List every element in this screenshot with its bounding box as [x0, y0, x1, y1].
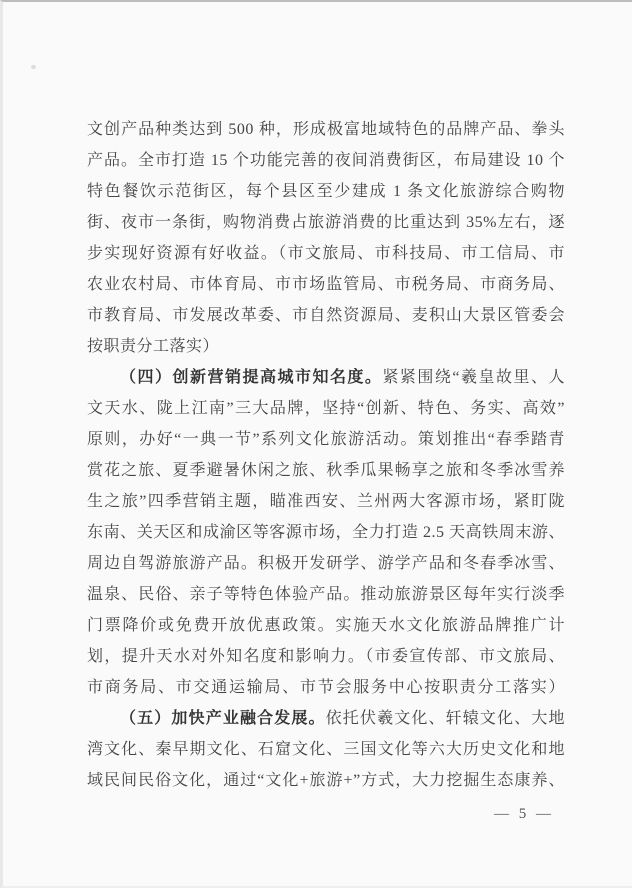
text-line — [87, 145, 565, 176]
line-text: 湾文化、秦早期文化、石窟文化、三国文化等六大历史文化和地 — [87, 741, 565, 758]
text-line — [87, 641, 565, 672]
text-line — [87, 207, 565, 238]
text-line — [87, 393, 565, 424]
line-text: 按职责分工落实） — [87, 338, 220, 355]
text-line — [87, 176, 565, 207]
section-heading: （五）加快产业融合发展。 — [120, 710, 326, 727]
text-line — [87, 734, 565, 765]
text-line — [87, 486, 565, 517]
line-text: 生之旅”四季营销主题，瞄准西安、兰州两大客源市场，紧盯陇 — [87, 493, 565, 510]
line-text: 文天水、陇上江南”三大品牌，坚持“创新、特色、务实、高效” — [87, 400, 565, 417]
text-line — [87, 517, 565, 548]
text-line — [87, 300, 565, 331]
line-text: 紧紧围绕“羲皇故里、人 — [382, 369, 565, 386]
text-line — [87, 672, 565, 703]
line-text: 东南、关天区和成渝区等客源市场，全力打造 2.5 天高铁周末游、 — [87, 524, 565, 541]
line-text: 市教育局、市发展改革委、市自然资源局、麦积山大景区管委会 — [87, 307, 565, 324]
line-text: 温泉、民俗、亲子等特色体验产品。推动旅游景区每年实行淡季 — [87, 586, 565, 603]
line-text: 赏花之旅、夏季避暑休闲之旅、秋季瓜果畅享之旅和冬季冰雪养 — [87, 462, 565, 479]
text-line — [87, 703, 565, 734]
line-text: 农业农村局、市体育局、市市场监管局、市税务局、市商务局、 — [87, 276, 565, 293]
text-line — [87, 114, 565, 145]
line-text: 周边自驾游旅游产品。积极开发研学、游学产品和冬春季冰雪、 — [87, 555, 565, 572]
line-text: 依托伏羲文化、轩辕文化、大地 — [325, 710, 565, 727]
line-text: 文创产品种类达到 500 种，形成极富地域特色的品牌产品、拳头 — [87, 121, 565, 138]
text-line — [87, 362, 565, 393]
text-line — [87, 331, 565, 362]
text-line — [87, 765, 565, 796]
page-number: — 5 — — [494, 806, 554, 822]
text-line — [87, 238, 565, 269]
document-body — [87, 114, 565, 796]
line-text: 步实现好资源有好收益。（市文旅局、市科技局、市工信局、市 — [87, 245, 565, 262]
line-text: 市商务局、市交通运输局、市节会服务中心按职责分工落实） — [87, 679, 565, 696]
line-text: 特色餐饮示范街区，每个县区至少建成 1 条文化旅游综合购物 — [87, 183, 565, 200]
line-text: 原则，办好“一典一节”系列文化旅游活动。策划推出“春季踏青 — [87, 431, 565, 448]
text-line — [87, 579, 565, 610]
text-line — [87, 424, 565, 455]
line-text: 门票降价或免费开放优惠政策。实施天水文化旅游品牌推广计 — [87, 617, 565, 634]
text-line — [87, 610, 565, 641]
text-line — [87, 548, 565, 579]
line-text: 街、夜市一条街，购物消费占旅游消费的比重达到 35%左右，逐 — [87, 214, 565, 231]
text-line — [87, 269, 565, 300]
line-text: 域民间民俗文化，通过“文化+旅游+”方式，大力挖掘生态康养、 — [87, 772, 565, 789]
section-heading: （四）创新营销提高城市知名度。 — [120, 369, 383, 386]
scan-artifact-speck — [31, 65, 36, 69]
line-text: 划，提升天水对外知名度和影响力。（市委宣传部、市文旅局、 — [87, 648, 565, 665]
text-line — [87, 455, 565, 486]
line-text: 产品。全市打造 15 个功能完善的夜间消费街区，布局建设 10 个 — [87, 152, 565, 169]
